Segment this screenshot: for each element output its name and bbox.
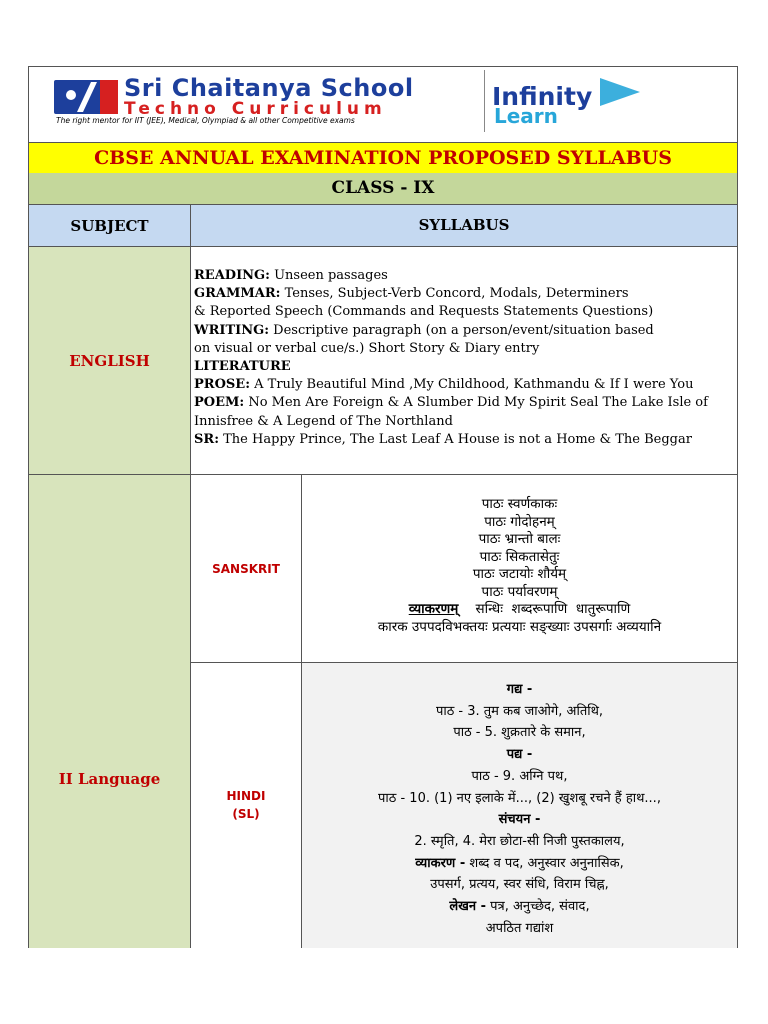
- hindi-line: लेखन - पत्र, अनुच्छेद, संवाद,: [449, 899, 590, 915]
- sanskrit-line: पाठः सिकतासेतुः: [479, 548, 560, 565]
- school-logo-curriculum: Techno Curriculum: [124, 99, 387, 119]
- hindi-syllabus: [302, 662, 737, 948]
- right-border: [737, 66, 738, 948]
- logo-divider: [484, 70, 485, 132]
- sanskrit-syllabus: [302, 474, 737, 662]
- column-header-syllabus: SYLLABUS: [191, 204, 737, 246]
- sanskrit-line: पाठः जटायोः शौर्यम्: [472, 566, 567, 582]
- english-line: & Reported Speech (Commands and Requests Statements Questions): [194, 304, 654, 320]
- hindi-line: 2. स्मृति, 4. मेरा छोटा-सी निजी पुस्तकालय,: [414, 833, 625, 849]
- hindi-line: पाठ - 10. (1) नए इलाके में..., (2) खुशबू रचने हैं हाथ...,: [378, 790, 661, 806]
- english-line: WRITING: Descriptive paragraph (on a person/event/situation based: [194, 322, 654, 338]
- hindi-line: पद्य -: [506, 747, 533, 763]
- sanskrit-label: SANSKRIT: [191, 474, 302, 662]
- english-line: SR: The Happy Prince, The Last Leaf A House is not a Home & The Beggar: [194, 431, 692, 447]
- school-emblem-icon: [54, 80, 118, 114]
- sanskrit-line: कारक उपपदविभक्तयः प्रत्ययाः सङ्ख्याः उपसर्गाः अव्ययानि: [377, 618, 662, 635]
- subject-english: ENGLISH: [29, 246, 191, 474]
- english-line: LITERATURE: [194, 359, 291, 375]
- infinity-arrow-icon: [600, 78, 640, 106]
- hindi-line: पाठ - 3. तुम कब जाओगे, अतिथि,: [435, 703, 604, 719]
- english-line: Innisfree & A Legend of The Northland: [194, 413, 453, 429]
- hindi-line: उपसर्ग, प्रत्यय, स्वर संधि, विराम चिह्न,: [430, 877, 609, 893]
- english-line: READING: Unseen passages: [194, 268, 388, 283]
- subject-second-language: II Language: [29, 474, 191, 948]
- partner-logo-line1: Infinity: [492, 82, 593, 111]
- english-syllabus: [191, 246, 737, 474]
- english-line: POEM: No Men Are Foreign & A Slumber Did My Spirit Seal The Lake Isle of: [194, 395, 708, 411]
- column-header-subject: SUBJECT: [29, 204, 191, 246]
- hindi-line: पाठ - 5. शुक्रतारे के समान,: [453, 725, 586, 741]
- school-logo-tagline: The right mentor for IIT (JEE), Medical, Olympiad & all other Competitive exams: [56, 116, 355, 125]
- partner-logo-line2: Learn: [494, 104, 558, 128]
- sanskrit-line: पाठः स्वर्णकाकः: [481, 496, 558, 512]
- school-logo-name: Sri Chaitanya School: [124, 74, 414, 102]
- english-line: PROSE: A Truly Beautiful Mind ,My Childhood, Kathmandu & If I were You: [194, 377, 694, 393]
- hindi-line: पाठ - 9. अग्नि पथ,: [471, 768, 568, 784]
- document-title: CBSE ANNUAL EXAMINATION PROPOSED SYLLABUS: [29, 142, 737, 174]
- sanskrit-line: पाठः भ्रान्तो बालः: [478, 531, 561, 547]
- hindi-line: व्याकरण - शब्द व पद, अनुस्वार अनुनासिक,: [415, 855, 624, 871]
- sanskrit-line: पाठः पर्यावरणम्: [481, 583, 558, 600]
- hindi-line: अपठित गद्यांश: [485, 920, 554, 936]
- class-label: CLASS - IX: [29, 173, 737, 204]
- english-line: on visual or verbal cue/s.) Short Story & Diary entry: [194, 340, 540, 356]
- hindi-label: HINDI (SL): [191, 662, 302, 948]
- sanskrit-grammar-line: व्याकरणम् सन्धिः शब्दरूपाणि धातुरूपाणि: [408, 601, 631, 617]
- sanskrit-line: पाठः गोदोहनम्: [484, 513, 555, 530]
- hindi-line: गद्य -: [506, 682, 533, 697]
- hindi-line: संचयन -: [498, 812, 541, 828]
- english-line: GRAMMAR: Tenses, Subject-Verb Concord, Modals, Determiners: [194, 286, 629, 302]
